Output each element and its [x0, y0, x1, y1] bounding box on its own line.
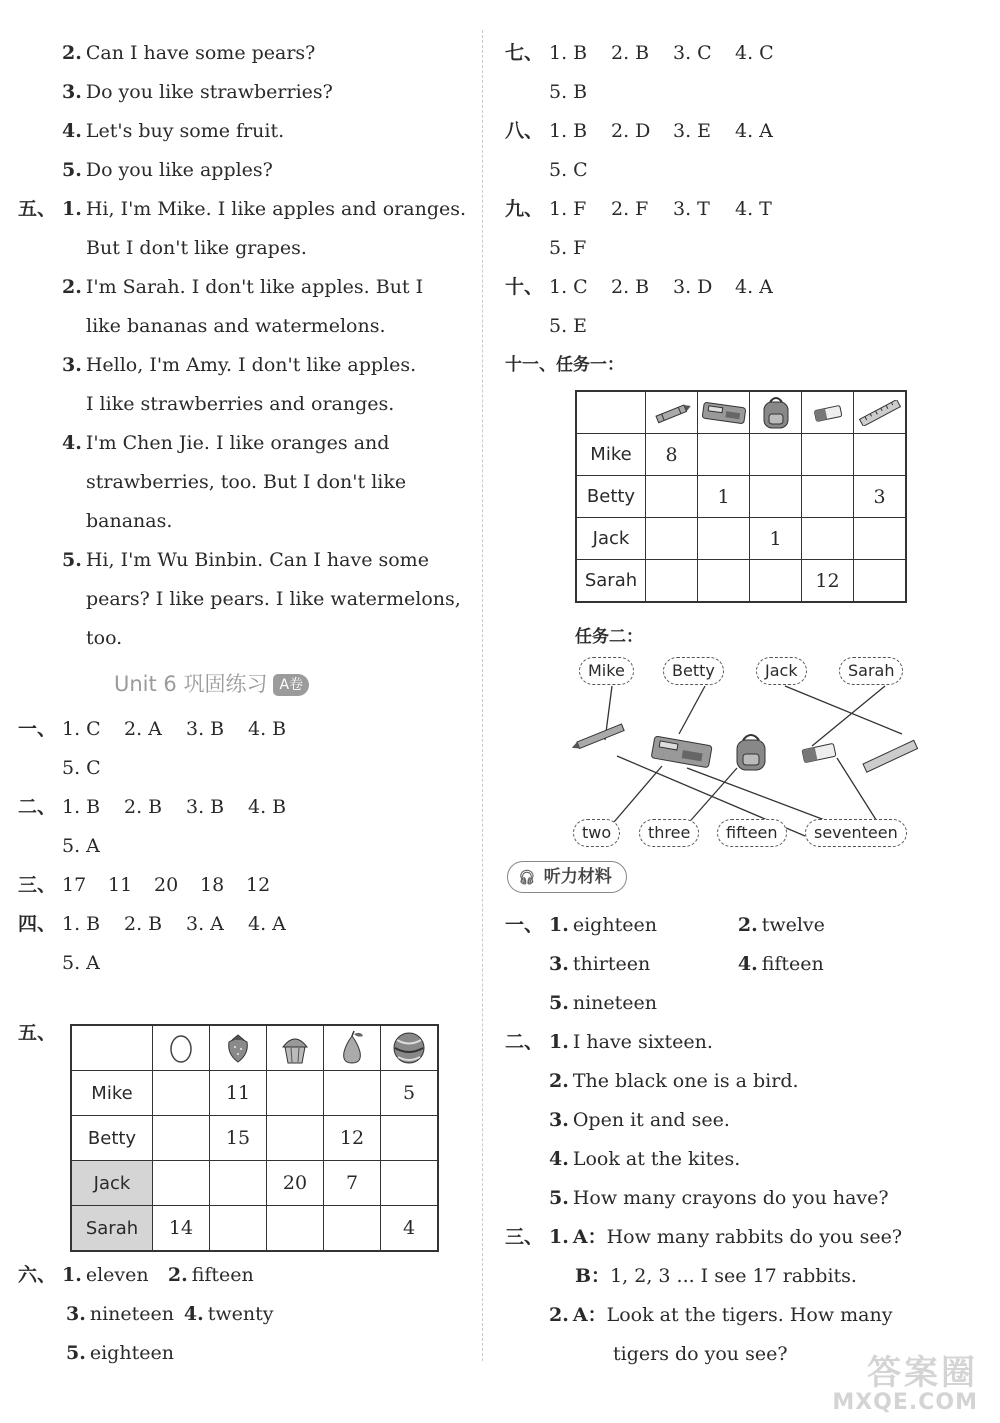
table-cell: 3 — [854, 476, 907, 518]
table-cell: 7 — [324, 1161, 381, 1206]
table-cell — [802, 434, 854, 476]
table-corner — [576, 391, 646, 434]
section-9-answers: 九、 1. F 2. F 3. T 4. T — [505, 198, 772, 220]
table-cell: 14 — [153, 1206, 210, 1252]
column-divider — [482, 30, 483, 1361]
table-cell — [210, 1206, 267, 1252]
table-cell — [267, 1071, 324, 1116]
answer-line: 5. A — [62, 952, 100, 974]
section-1-answers: 一、 1. C 2. A 3. B 4. B — [18, 718, 287, 740]
table-cell — [153, 1071, 210, 1116]
strawberry-icon — [210, 1025, 267, 1071]
crayon-icon — [571, 724, 625, 751]
eraser-icon — [802, 743, 836, 762]
crayon-icon — [646, 391, 698, 434]
section-8-answers: 八、 1. B 2. D 3. E 4. A — [505, 120, 773, 142]
table-cell: 12 — [802, 560, 854, 603]
table-cell — [698, 434, 750, 476]
answer-line: 5. eighteen — [66, 1342, 174, 1364]
answer-line: 二、 1. I have sixteen. — [505, 1031, 713, 1053]
task2-label: 任务二： — [575, 627, 643, 647]
answer-line: like bananas and watermelons. — [86, 315, 386, 337]
right-column — [505, 34, 985, 1365]
answer-line: 5. E — [549, 315, 588, 337]
schoolbag-icon — [750, 391, 802, 434]
section-5-item-5: 5. Hi, I'm Wu Binbin. Can I have some — [62, 549, 429, 571]
row-name: Jack — [71, 1161, 153, 1206]
answer-line: too. — [86, 627, 123, 649]
table-cell — [153, 1161, 210, 1206]
unit-badge: A卷 — [273, 674, 309, 696]
name-tag: Sarah — [839, 657, 903, 685]
table-cell — [210, 1161, 267, 1206]
name-tag: Betty — [663, 657, 724, 685]
answer-line: 一、 1. eighteen 2. twelve — [505, 914, 825, 936]
task1-table — [575, 390, 907, 603]
answer-line: 六、 1. eleven 2. fifteen — [18, 1264, 254, 1286]
table-cell — [750, 434, 802, 476]
table-cell — [646, 476, 698, 518]
answer-line: 5. nineteen — [549, 992, 657, 1014]
answer-line: I like strawberries and oranges. — [86, 393, 395, 415]
pear-icon — [324, 1025, 381, 1071]
row-name: Mike — [576, 434, 646, 476]
row-name: Sarah — [71, 1206, 153, 1252]
name-tag: Jack — [756, 657, 807, 685]
pencil-box-icon — [698, 391, 750, 434]
section-5-item-1: 五、 1. Hi, I'm Mike. I like apples and oranges. — [18, 198, 467, 220]
watermark: 答案圈 MXQE.COM — [832, 1353, 978, 1415]
answer-line: 3. Open it and see. — [549, 1109, 730, 1131]
section-10-answers: 十、 1. C 2. B 3. D 4. A — [505, 276, 773, 298]
table-cell — [802, 476, 854, 518]
answer-line: 5. A — [62, 835, 100, 857]
section-6 — [18, 1256, 468, 1373]
section-7-answers: 七、 1. B 2. B 3. C 4. C — [505, 42, 774, 64]
answer-line: tigers do you see? — [613, 1343, 788, 1365]
answer-line: 5. C — [549, 159, 588, 181]
table-cell — [750, 560, 802, 603]
table-cell — [854, 434, 907, 476]
answer-line: 3. nineteen 4. twenty — [66, 1303, 274, 1325]
table-cell: 1 — [698, 476, 750, 518]
table-cell — [698, 518, 750, 560]
section-5-table-label: 五、 — [18, 1022, 57, 1044]
pencil-box-icon — [651, 736, 712, 768]
answer-line: 2. A：Look at the tigers. How many — [549, 1304, 893, 1326]
answer-line: 5. How many crayons do you have? — [549, 1187, 889, 1209]
section-11-label: 十一、任务一： — [505, 355, 624, 375]
table-cell: 8 — [646, 434, 698, 476]
left-column — [18, 34, 468, 1364]
answer-line: 5. B — [549, 81, 588, 103]
table-cell — [267, 1206, 324, 1252]
table-cell — [324, 1071, 381, 1116]
table-cell — [802, 518, 854, 560]
answer-line: 5. F — [549, 237, 587, 259]
table-corner — [71, 1025, 153, 1071]
table-cell — [324, 1206, 381, 1252]
schoolbag-icon — [737, 735, 765, 770]
answer-line: 5. C — [62, 757, 101, 779]
section-5-item-3: 3. Hello, I'm Amy. I don't like apples. — [62, 354, 417, 376]
table-cell — [267, 1116, 324, 1161]
section-4-answers: 四、 1. B 2. B 3. A 4. A — [18, 913, 286, 935]
table-cell: 11 — [210, 1071, 267, 1116]
row-name: Sarah — [576, 560, 646, 603]
answer-line: 三、 1. A：How many rabbits do you see? — [505, 1226, 903, 1248]
table-cell: 1 — [750, 518, 802, 560]
table-cell: 15 — [210, 1116, 267, 1161]
answer-line: 5. Do you like apples? — [62, 159, 273, 181]
table-cell — [153, 1116, 210, 1161]
headphones-icon: 🎧︎ — [518, 870, 536, 886]
section-5-item-2: 2. I'm Sarah. I don't like apples. But I — [62, 276, 424, 298]
answer-line: 2. Can I have some pears? — [62, 42, 316, 64]
table-cell — [854, 518, 907, 560]
number-tag: fifteen — [717, 819, 787, 847]
table-cell — [854, 560, 907, 603]
ruler-icon — [863, 740, 918, 772]
answer-line: 4. Look at the kites. — [549, 1148, 741, 1170]
table-cell — [750, 476, 802, 518]
table-cell: 4 — [381, 1206, 439, 1252]
number-tag: seventeen — [805, 819, 907, 847]
table-cell — [698, 560, 750, 603]
answer-line: But I don't like grapes. — [86, 237, 307, 259]
matching-diagram — [567, 654, 977, 854]
cupcake-icon — [267, 1025, 324, 1071]
answer-line: pears? I like pears. I like watermelons, — [86, 588, 461, 610]
listening-material — [505, 906, 985, 1374]
row-name: Jack — [576, 518, 646, 560]
row-name: Mike — [71, 1071, 153, 1116]
ball-icon — [381, 1025, 439, 1071]
row-name: Betty — [576, 476, 646, 518]
unit-title: Unit 6 巩固练习 A卷 — [18, 658, 468, 710]
answer-line: 2. The black one is a bird. — [549, 1070, 799, 1092]
table-cell: 20 — [267, 1161, 324, 1206]
answer-line: 3. thirteen 4. fifteen — [549, 953, 824, 975]
table-cell: 12 — [324, 1116, 381, 1161]
food-table — [70, 1024, 439, 1252]
answer-line: strawberries, too. But I don't like — [86, 471, 407, 493]
row-name: Betty — [71, 1116, 153, 1161]
egg-icon — [153, 1025, 210, 1071]
eraser-icon — [802, 391, 854, 434]
name-tag: Mike — [579, 657, 634, 685]
number-tag: two — [573, 819, 620, 847]
table-cell — [381, 1161, 439, 1206]
section-5-item-4: 4. I'm Chen Jie. I like oranges and — [62, 432, 390, 454]
answer-line: B：1, 2, 3 ... I see 17 rabbits. — [575, 1265, 857, 1287]
ruler-icon — [854, 391, 907, 434]
answer-line: bananas. — [86, 510, 173, 532]
number-tag: three — [639, 819, 699, 847]
answer-line: 4. Let's buy some fruit. — [62, 120, 285, 142]
table-cell: 5 — [381, 1071, 439, 1116]
section-2-answers: 二、 1. B 2. B 3. B 4. B — [18, 796, 287, 818]
table-cell — [646, 560, 698, 603]
listening-header: 🎧︎ 听力材料 — [507, 861, 627, 893]
section-3-answers: 三、 17 11 20 18 12 — [18, 874, 271, 896]
table-cell — [646, 518, 698, 560]
table-cell — [381, 1116, 439, 1161]
answer-line: 3. Do you like strawberries? — [62, 81, 333, 103]
